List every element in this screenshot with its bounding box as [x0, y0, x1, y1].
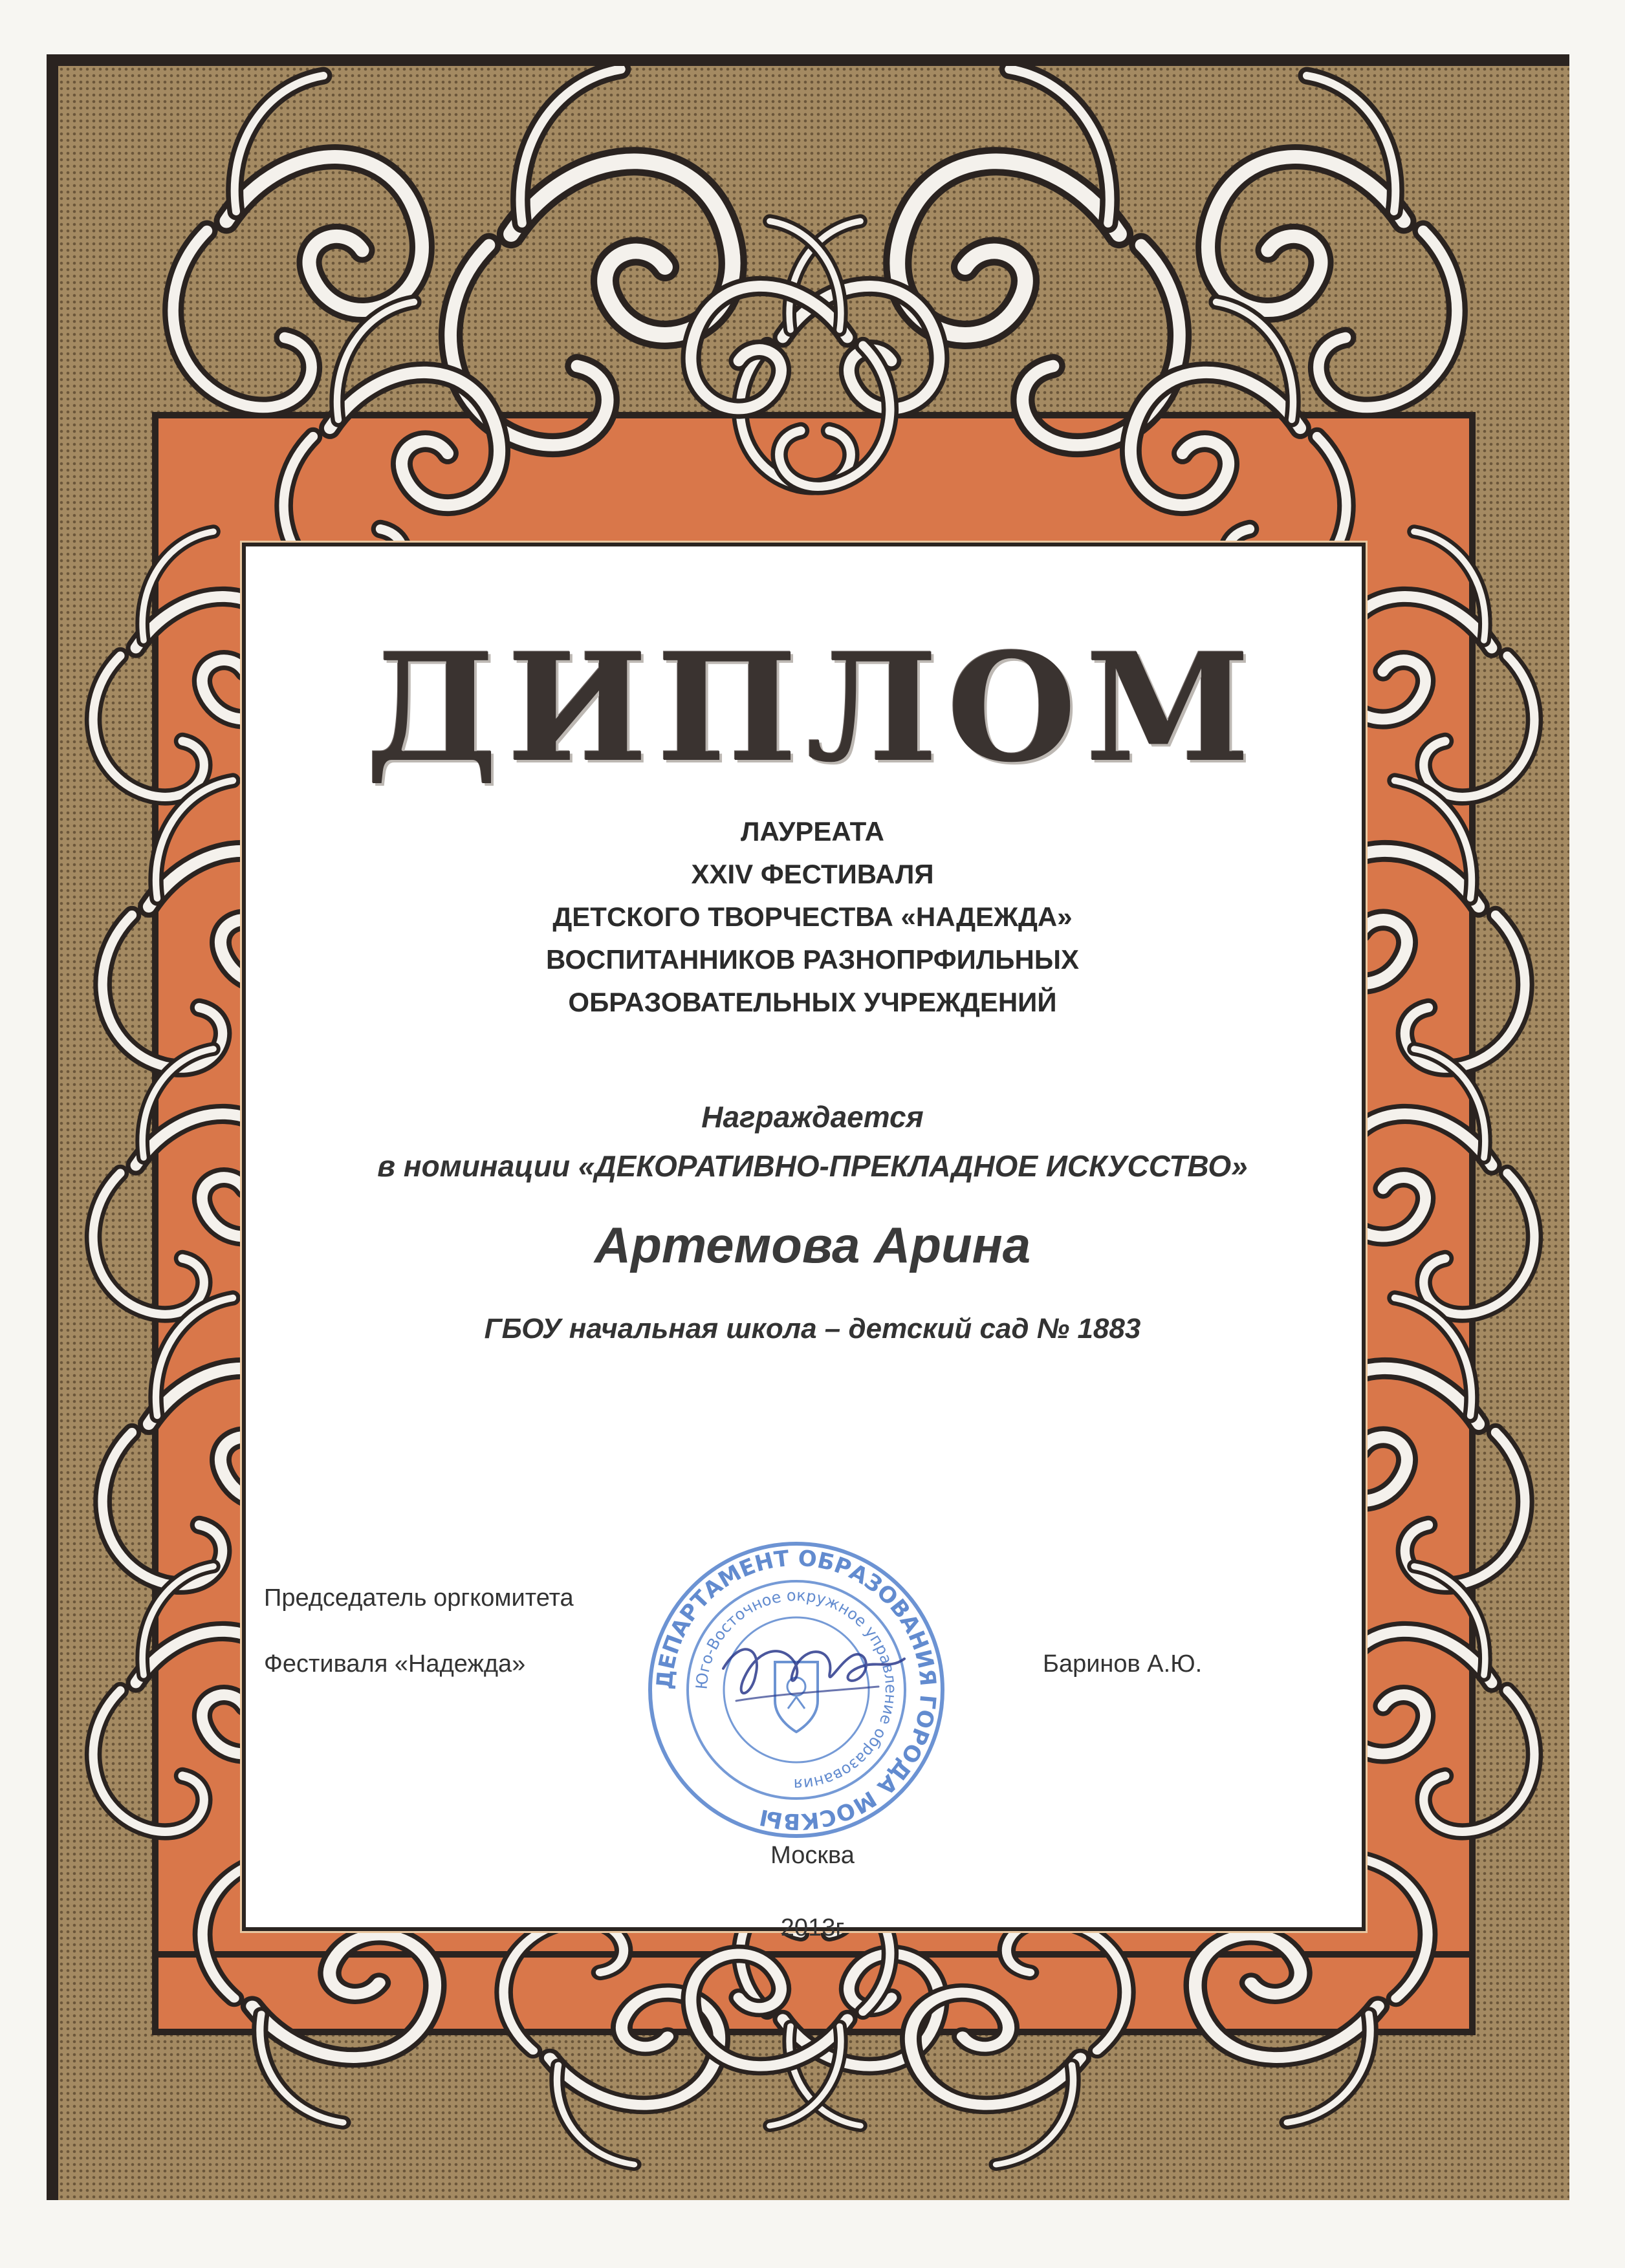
- heading-line-5: ОБРАЗОВАТЕЛЬНЫХ УЧРЕЖДЕНИЙ: [568, 987, 1057, 1017]
- heading-line-2: XXIV ФЕСТИВАЛЯ: [691, 859, 934, 889]
- year: 2013г: [780, 1914, 845, 1941]
- award-line-1: Награждается: [701, 1100, 924, 1134]
- city: Москва: [770, 1842, 855, 1869]
- heading-line-3: ДЕТСКОГО ТВОРЧЕСТВА «НАДЕЖДА»: [552, 902, 1073, 932]
- signature-role-line1: Председатель оргкомитета: [264, 1584, 574, 1612]
- heading-line-1: ЛАУРЕАТА: [741, 816, 884, 847]
- official-stamp: [646, 1539, 947, 1841]
- stamp-outer-text: ДЕПАРТАМЕНТ ОБРАЗОВАНИЯ ГОРОДА МОСКВЫ: [651, 1545, 941, 1835]
- stamp-inner-text: Юго-Восточное окружное управление образования: [692, 1586, 900, 1794]
- recipient-name: Артемова Арина: [594, 1216, 1031, 1273]
- heading-line-4: ВОСПИТАННИКОВ РАЗНОПРФИЛЬНЫХ: [546, 944, 1079, 975]
- signature-role-line2: Фестиваля «Надежда»: [264, 1650, 526, 1678]
- award-nomination: в номинации «ДЕКОРАТИВНО-ПРЕКЛАДНОЕ ИСКУССТВО»: [377, 1149, 1248, 1183]
- diploma-title: ДИПЛОМ: [365, 621, 1260, 795]
- signatory-name: Баринов А.Ю.: [1043, 1650, 1203, 1678]
- school-name: ГБОУ начальная школа – детский сад № 1883: [484, 1313, 1141, 1345]
